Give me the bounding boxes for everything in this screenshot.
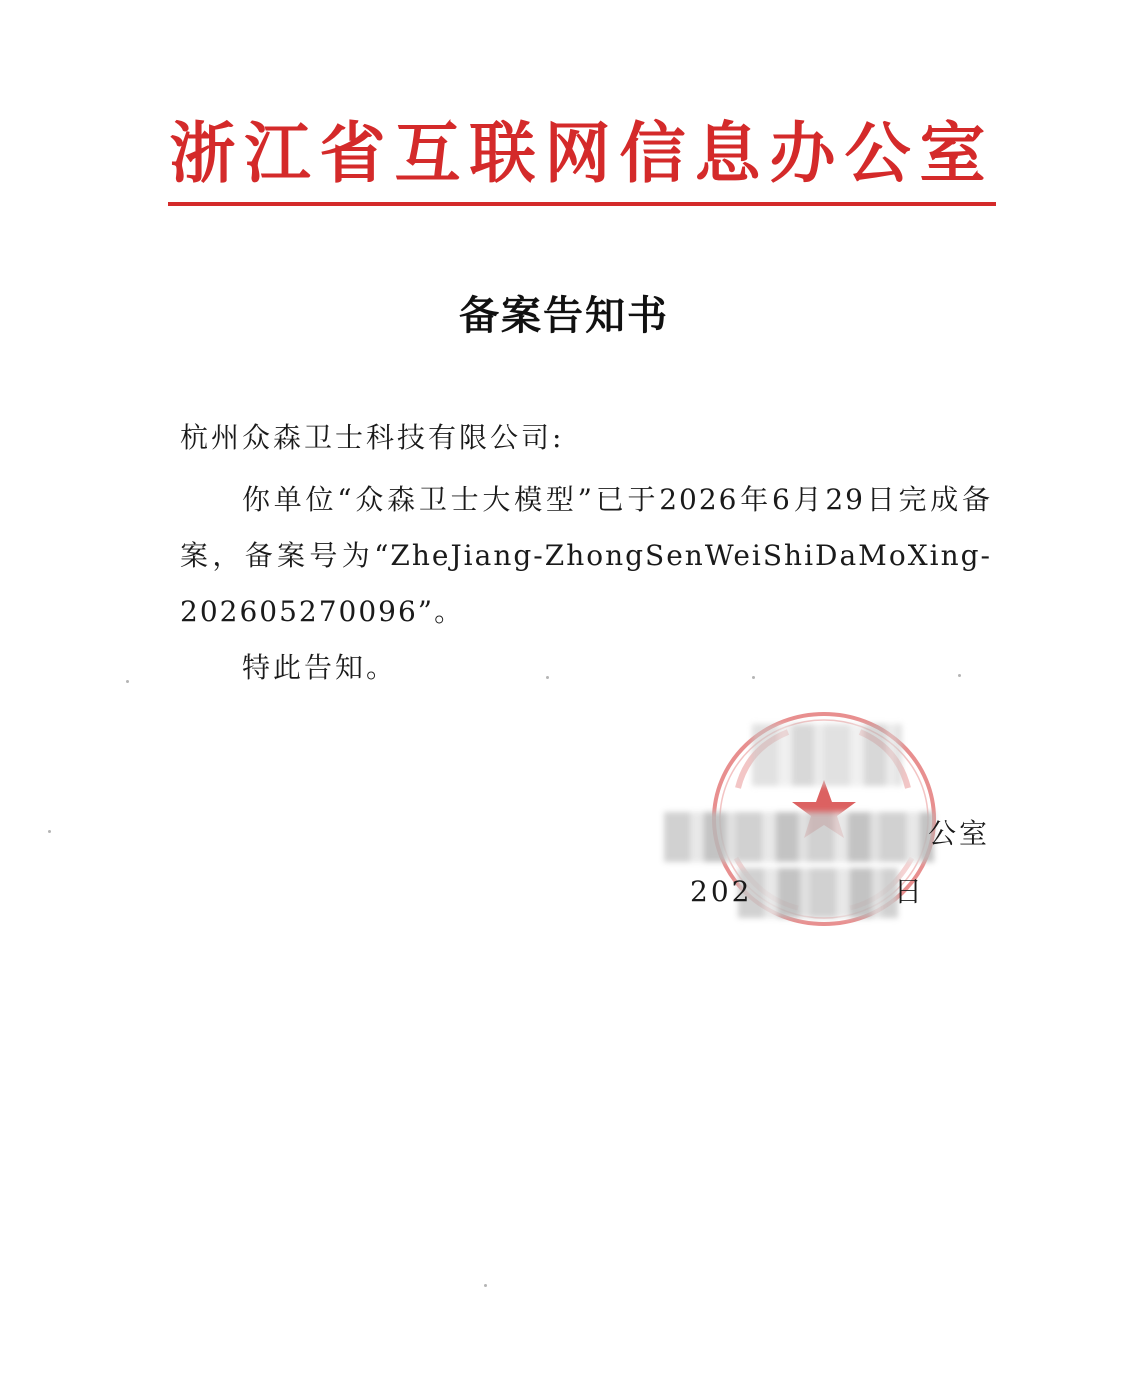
- letterhead-red-rule: [168, 202, 996, 206]
- scan-speck: [126, 680, 129, 683]
- issue-date-line: [690, 870, 925, 914]
- scan-speck: [958, 674, 961, 677]
- scan-speck: [546, 676, 549, 679]
- recipient-line: 杭州众森卫士科技有限公司:: [180, 421, 565, 454]
- issue-date-start: 202: [690, 875, 753, 908]
- letterhead-org-name: 浙江省互联网信息办公室: [169, 115, 995, 192]
- redacted-seal-text-top: [752, 724, 902, 786]
- issue-date-end: 日: [893, 875, 925, 908]
- scan-speck: [48, 830, 51, 833]
- scan-speck: [484, 1284, 487, 1287]
- closing-line: 特此告知。: [242, 651, 398, 684]
- notice-body-paragraph: 你单位“众森卫士大模型”已于2026年6月29日完成备案，备案号为“ZheJiang-ZhongSenWeiShiDaMoXing-202605270096”。: [180, 483, 992, 628]
- document-title: 备案告知书: [459, 292, 669, 339]
- scan-speck: [752, 676, 755, 679]
- issuer-name-visible: 公室: [927, 817, 990, 850]
